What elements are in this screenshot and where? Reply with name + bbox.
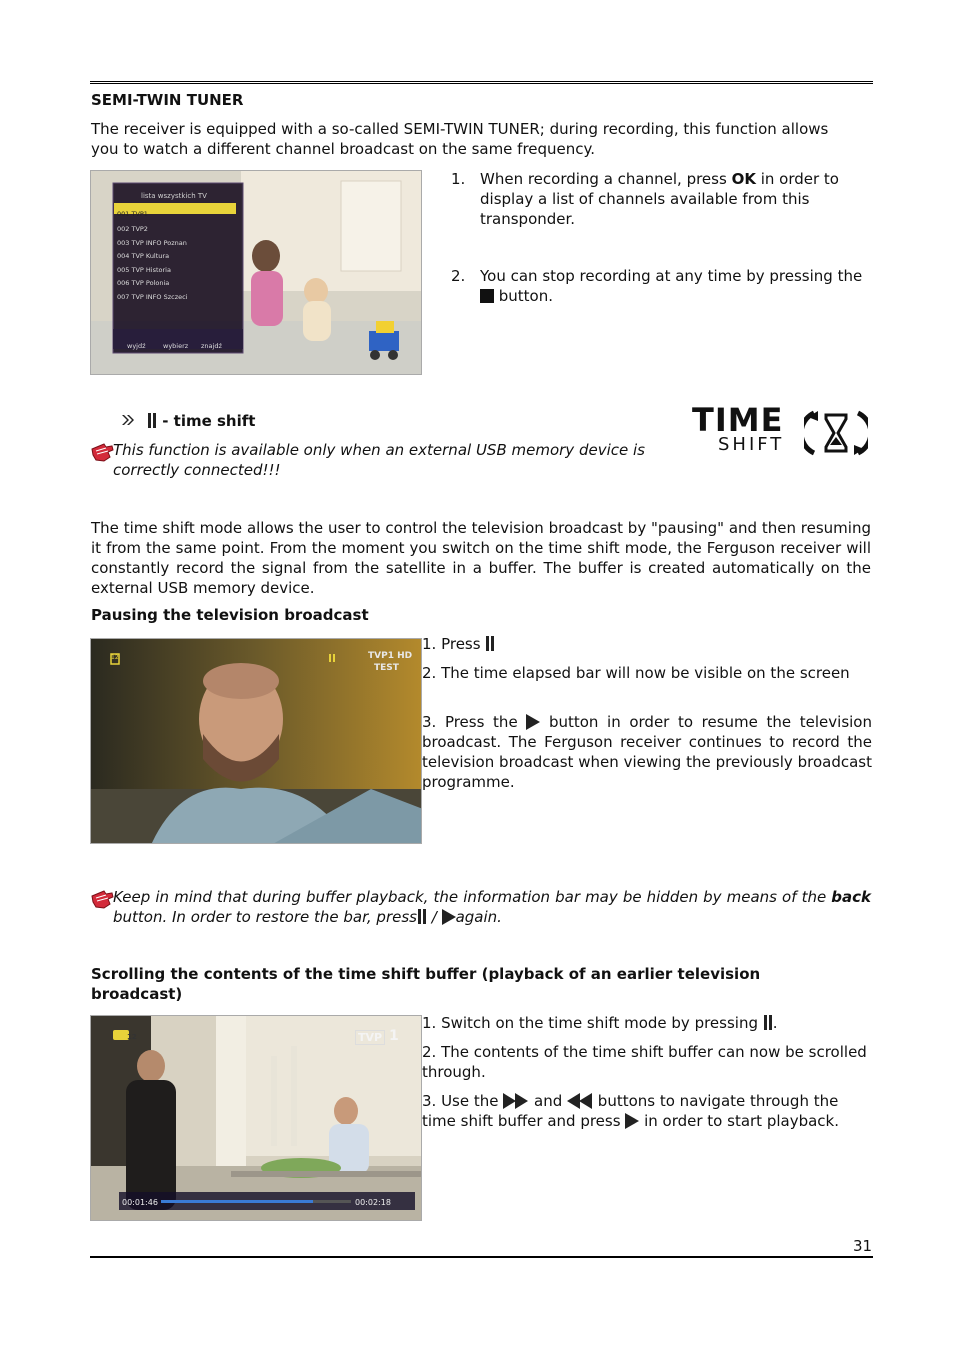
- timeshift-buffer-screenshot: [90, 1015, 422, 1221]
- osd-exit-label: wyjdź: [127, 342, 146, 350]
- rewind-icon: [567, 1093, 593, 1109]
- play-icon: [526, 714, 540, 730]
- elapsed-time: 00:01:46: [122, 1198, 158, 1207]
- paused-broadcast-screenshot: [90, 638, 422, 844]
- semi-twin-intro: The receiver is equipped with a so-called SEMI-TWIN TUNER; during recording, this function allows you to watch a different channel broadcast on the same frequency.: [91, 120, 829, 158]
- osd-age-rating: 12: [111, 654, 119, 661]
- bottom-rule: [90, 1256, 873, 1258]
- buffer-progress-fill[interactable]: [161, 1200, 313, 1203]
- logo-time-text: TIME: [692, 401, 784, 439]
- osd-test-label: TEST: [374, 663, 399, 673]
- pausing-step-2: 2. The time elapsed bar will now be visible on the screen: [422, 664, 850, 682]
- channel-item[interactable]: 005 TVP Historia: [117, 266, 171, 274]
- channel-item[interactable]: 006 TVP Polonia: [117, 279, 170, 287]
- fast-forward-icon: [503, 1093, 529, 1109]
- scrolling-step-3: 3. Use the and buttons to navigate through the time shift buffer and press in order to start playback.: [422, 1092, 840, 1130]
- buffer-scene: [91, 1016, 422, 1221]
- channel-item[interactable]: 001 TVP1: [117, 210, 148, 218]
- pause-icon: [485, 636, 495, 651]
- channel-item[interactable]: 003 TVP INFO Poznan: [117, 239, 187, 247]
- scrolling-step-2: 2. The contents of the time shift buffer can now be scrolled through.: [422, 1043, 867, 1081]
- warning-hand-icon: [90, 441, 114, 463]
- play-icon: [442, 909, 456, 925]
- bullet-chevron-icon: [121, 412, 135, 432]
- total-time: 00:02:18: [355, 1198, 391, 1207]
- pause-icon: [763, 1015, 773, 1030]
- scrolling-step-1: 1. Switch on the time shift mode by pressing .: [422, 1014, 778, 1032]
- section-heading-semi-twin: SEMI-TWIN TUNER: [91, 91, 244, 109]
- hourglass-icon: [804, 405, 868, 461]
- pause-icon: [147, 413, 157, 428]
- osd-channel-logo: TVP: [355, 1030, 385, 1045]
- back-button-note: Keep in mind that during buffer playback, the information bar may be hidden by means of the back button. In order to restore the bar, press / again.: [113, 888, 871, 926]
- pausing-heading: Pausing the television broadcast: [91, 606, 369, 624]
- channel-item[interactable]: 004 TVP Kultura: [117, 252, 170, 260]
- time-shift-body: The time shift mode allows the user to control the television broadcast by "pausing" and then resuming it from the same point. From the moment you switch on the time shift mode, the Ferguson receiver will constantly record the signal from the satellite in a buffer. The buffer is created automatically on the external USB memory device.: [91, 519, 871, 597]
- warning-hand-icon: [90, 888, 114, 910]
- pausing-step-3: 3. Press the button in order to resume the television broadcast. The Ferguson receiver continues to record the television broadcast when viewing the previously broadcast programme.: [422, 713, 872, 791]
- channel-list-screenshot: [90, 170, 422, 375]
- osd-select-label: wybierz: [163, 342, 189, 350]
- channel-item[interactable]: 002 TVP2: [117, 225, 148, 233]
- osd-channel-name: TVP1 HD: [368, 651, 413, 661]
- osd-age-rating: 12: [127, 1033, 137, 1041]
- pausing-step-1: 1. Press: [422, 634, 872, 654]
- back-key-label: back: [831, 888, 871, 906]
- channel-item[interactable]: 007 TVP INFO Szczeci: [117, 293, 188, 301]
- page-number: 31: [853, 1237, 873, 1255]
- time-shift-logo: [692, 401, 870, 461]
- stop-icon: [480, 289, 494, 303]
- ok-key-label: OK: [731, 170, 756, 188]
- logo-shift-text: SHIFT: [718, 434, 785, 455]
- paused-scene: [91, 639, 422, 844]
- top-rule: [90, 81, 873, 84]
- osd-channel-number: 1: [389, 1028, 399, 1044]
- usb-note: This function is available only when an external USB memory device is correctly connected!!!: [113, 441, 645, 479]
- play-icon: [625, 1113, 639, 1129]
- pause-icon: [417, 909, 427, 924]
- scrolling-heading: Scrolling the contents of the time shift buffer (playback of an earlier television broadcast): [91, 965, 761, 1003]
- osd-find-label: znajdź: [201, 342, 222, 350]
- channel-list-title: lista wszystkich TV: [141, 192, 207, 200]
- time-shift-heading: - time shift: [147, 411, 255, 431]
